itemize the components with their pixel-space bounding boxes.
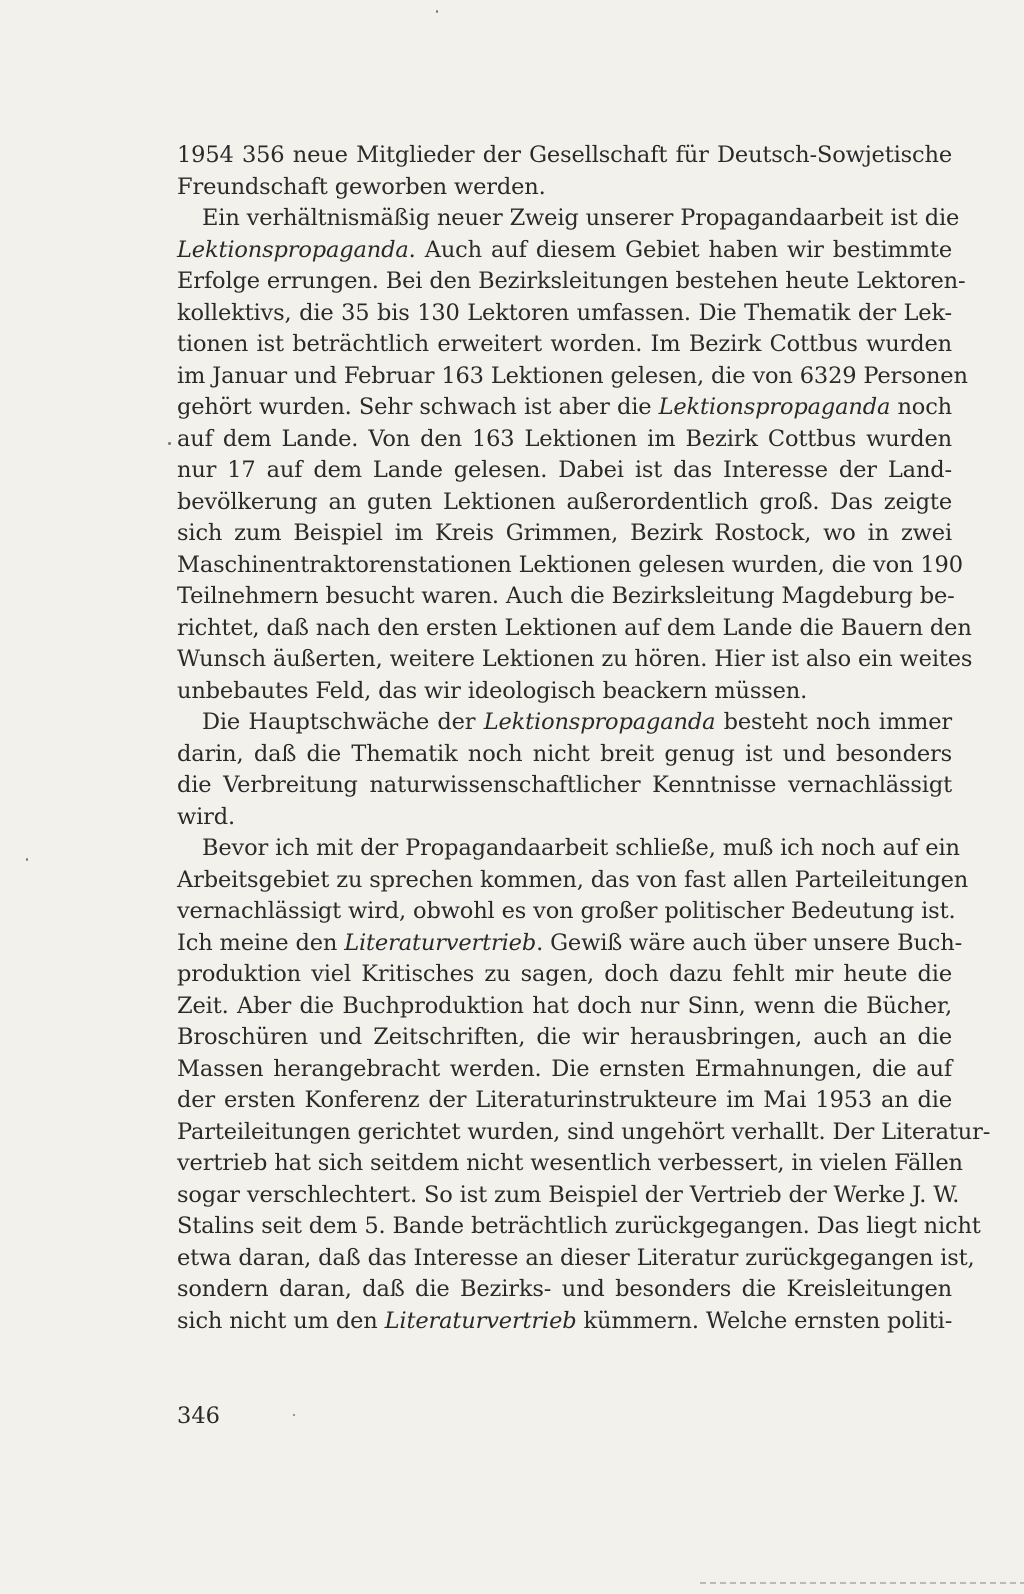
margin-speck <box>26 858 28 861</box>
text-line: Ich meine den Literaturvertrieb. Gewiß wäre auch über unsere Buch- <box>177 929 963 956</box>
text-line: Lektionspropaganda. Auch auf diesem Gebiet haben wir bestimmte <box>177 236 952 263</box>
text-line: bevölkerung an guten Lektionen außerordentlich groß. Das zeigte <box>177 488 952 515</box>
text-line: Parteileitungen gerichtet wurden, sind ungehört verhallt. Der Literatur- <box>177 1118 991 1145</box>
text-line: darin, daß die Thematik noch nicht breit genug ist und besonders <box>177 740 952 767</box>
paragraph <box>177 203 973 707</box>
body-text <box>177 140 991 1337</box>
text-line: Teilnehmern besucht waren. Auch die Bezirksleitung Magdeburg be- <box>177 583 955 609</box>
text-line: 1954 356 neue Mitglieder der Gesellschaft für Deutsch-Sowjetische <box>177 142 952 168</box>
text-line: etwa daran, daß das Interesse an dieser Literatur zurückgegangen ist, <box>177 1244 975 1271</box>
text-line: wird. <box>177 803 236 830</box>
text-line: Stalins seit dem 5. Bande beträchtlich zurückgegangen. Das liegt nicht <box>177 1213 981 1239</box>
margin-speck <box>168 442 171 445</box>
text-line: Bevor ich mit der Propagandaarbeit schließe, muß ich noch auf ein <box>202 835 960 861</box>
text-line: richtet, daß nach den ersten Lektionen auf dem Lande die Bauern den <box>177 614 972 641</box>
scan-edge <box>700 1582 1024 1584</box>
text-line: Erfolge errungen. Bei den Bezirksleitungen bestehen heute Lektoren- <box>177 268 966 294</box>
text-line: tionen ist beträchtlich erweitert worden. Im Bezirk Cottbus wurden <box>177 331 952 357</box>
paragraph <box>177 707 952 833</box>
text-line: Massen herangebracht werden. Die ernsten Ermahnungen, die auf <box>177 1055 952 1082</box>
text-line: sich zum Beispiel im Kreis Grimmen, Bezirk Rostock, wo in zwei <box>177 520 952 546</box>
page-number: 346 <box>177 1403 220 1429</box>
text-line: Die Hauptschwäche der Lektionspropaganda besteht noch immer <box>202 709 952 735</box>
margin-speck <box>436 10 438 13</box>
text-line: der ersten Konferenz der Literaturinstrukteure im Mai 1953 an die <box>177 1087 952 1113</box>
text-line: unbebautes Feld, das wir ideologisch beackern müssen. <box>177 677 808 704</box>
text-line: vernachlässigt wird, obwohl es von großer politischer Bedeutung ist. <box>177 898 956 924</box>
text-line: auf dem Lande. Von den 163 Lektionen im Bezirk Cottbus wurden <box>177 425 952 452</box>
text-line: die Verbreitung naturwissenschaftlicher Kenntnisse vernachlässigt <box>177 772 952 798</box>
text-line: Freundschaft geworben werden. <box>177 173 546 200</box>
text-line: kollektivs, die 35 bis 130 Lektoren umfassen. Die Thematik der Lek- <box>177 299 952 326</box>
text-line: Ein verhältnismäßig neuer Zweig unserer Propagandaarbeit ist die <box>202 205 960 231</box>
margin-speck <box>293 1414 295 1416</box>
text-line: Arbeitsgebiet zu sprechen kommen, das von fast allen Parteileitungen <box>177 866 969 893</box>
text-line: sogar verschlechtert. So ist zum Beispiel der Vertrieb der Werke J. W. <box>177 1181 960 1208</box>
text-line: sich nicht um den Literaturvertrieb kümmern. Welche ernsten politi- <box>177 1307 953 1334</box>
text-line: Zeit. Aber die Buchproduktion hat doch nur Sinn, wenn die Bücher, <box>177 992 952 1019</box>
paragraph <box>177 833 991 1337</box>
text-line: im Januar und Februar 163 Lektionen gelesen, die von 6329 Personen <box>177 362 968 389</box>
text-line: gehört wurden. Sehr schwach ist aber die Lektionspropaganda noch <box>177 394 952 420</box>
text-line: produktion viel Kritisches zu sagen, doch dazu fehlt mir heute die <box>177 961 952 987</box>
text-line: vertrieb hat sich seitdem nicht wesentlich verbessert, in vielen Fällen <box>177 1150 963 1176</box>
text-line: Broschüren und Zeitschriften, die wir herausbringen, auch an die <box>177 1024 952 1050</box>
text-line: Wunsch äußerten, weitere Lektionen zu hören. Hier ist also ein weites <box>177 646 973 672</box>
text-line: nur 17 auf dem Lande gelesen. Dabei ist das Interesse der Land- <box>177 457 952 483</box>
paragraph <box>177 140 952 203</box>
text-line: sondern daran, daß die Bezirks- und besonders die Kreisleitungen <box>177 1276 952 1302</box>
text-line: Maschinentraktorenstationen Lektionen gelesen wurden, die von 190 <box>177 551 963 578</box>
